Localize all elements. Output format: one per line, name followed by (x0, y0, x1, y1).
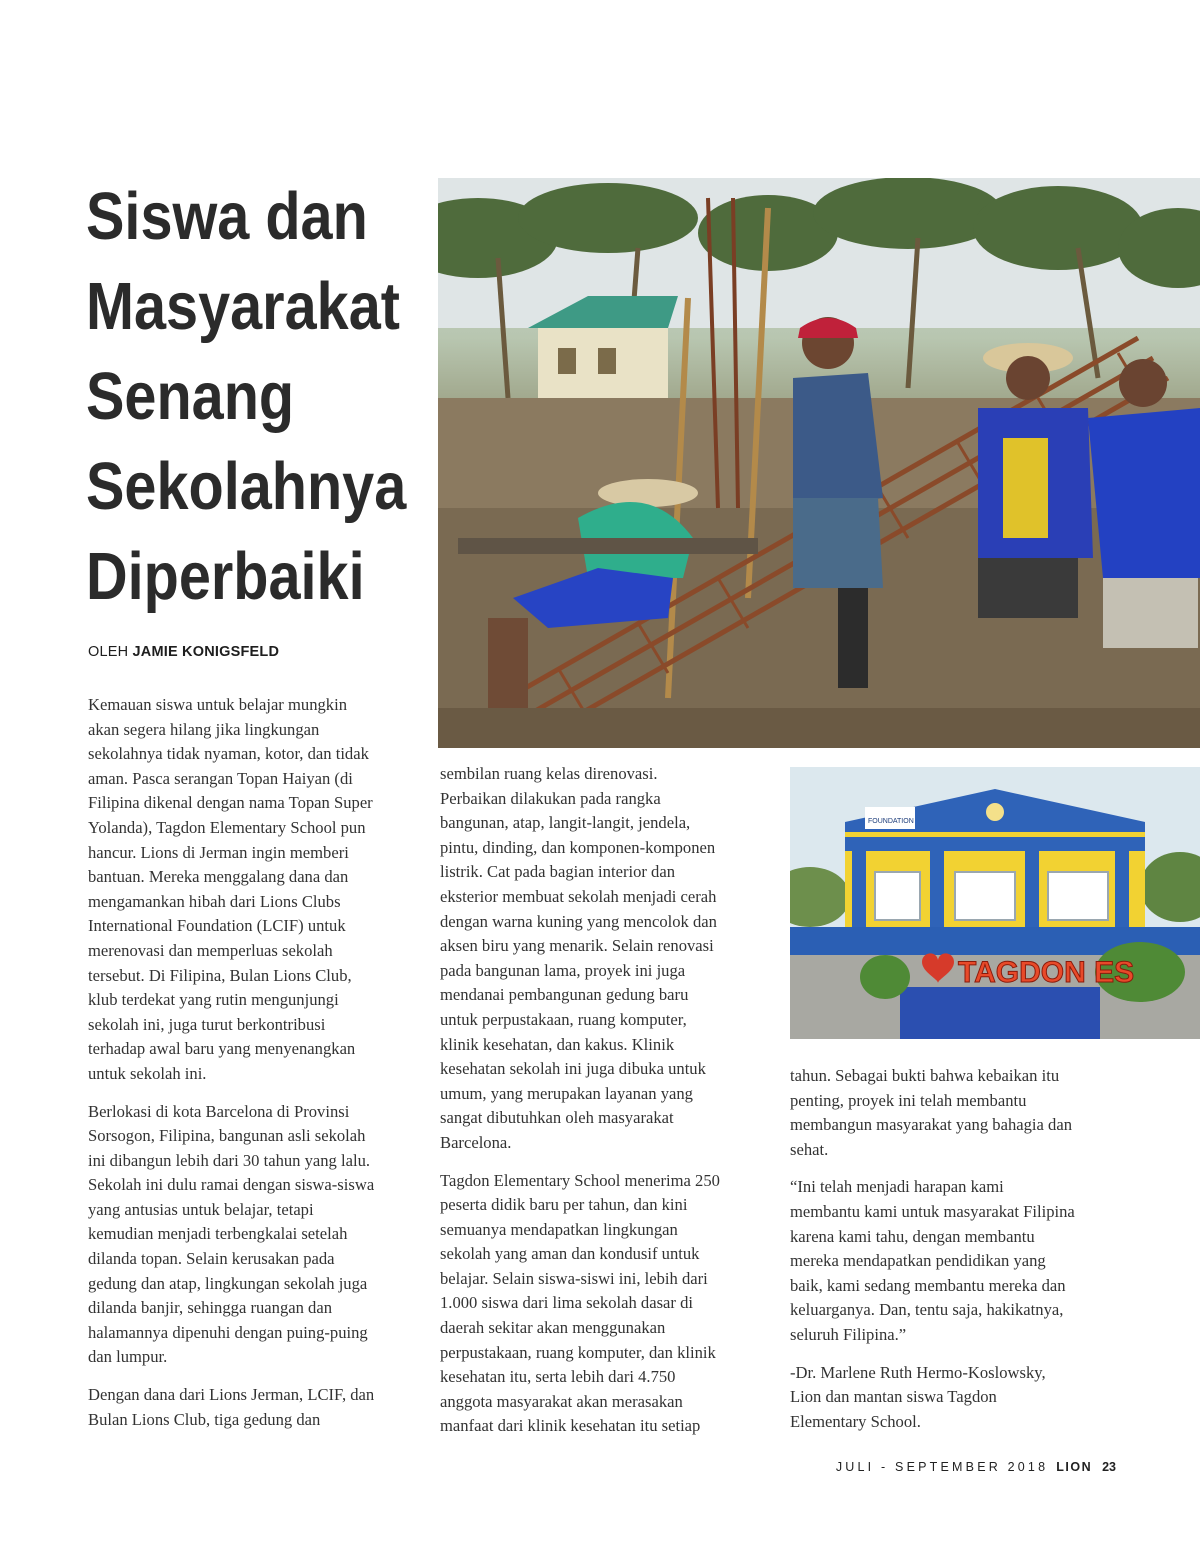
title-line-1: Siswa dan (86, 179, 368, 254)
magazine-name: LION (1056, 1460, 1093, 1474)
tagdon-sign-text: TAGDON ES (958, 956, 1135, 989)
issue-date: JULI - SEPTEMBER 2018 (835, 1460, 1049, 1474)
construction-photo (438, 178, 1200, 748)
quote-attribution: -Dr. Marlene Ruth Hermo-Koslowsky, Lion dan mantan siswa Tagdon Elementary School. (790, 1362, 1046, 1431)
school-building-photo (790, 767, 1200, 1039)
title-line-4: Sekolahnya (86, 449, 407, 524)
quote-paragraph: “Ini telah menjadi harapan kami membantu kami untuk masyarakat Filipina karena kami tahu, dengan membantu mereka mendapatkan pendidikan yang baik, kami sedang membantu mereka dan keluarganya. Dan, tentu saja, hakikatnya, seluruh Filipina.” (790, 1177, 1075, 1344)
page-footer (836, 1460, 1116, 1474)
paragraph: Berlokasi di kota Barcelona di Provinsi Sorsogon, Filipina, bangunan asli sekolah ini dibangun lebih dari 30 tahun yang lalu. Sekolah ini dulu ramai dengan siswa-siswa yang antusias untuk belajar, tetapi kemudian menjadi terbengkalai setelah dilanda topan. Selain kerusakan pada gedung dan atap, lingkungan sekolah juga dilanda banjir, sehingga ruangan dan halamannya dipenuhi dengan puing-puing dan lumpur. (88, 1101, 375, 1367)
article-column-2 (440, 762, 770, 1452)
page-number: 23 (1102, 1460, 1116, 1474)
byline (88, 644, 279, 660)
paragraph: sembilan ruang kelas direnovasi. Perbaikan dilakukan pada rangka bangunan, atap, langit-langit, jendela, pintu, dinding, dan komponen-komponen listrik. Cat pada bagian interior dan eksterior membuat sekolah menjadi cerah dengan warna kuning yang mencolok dan aksen biru yang menarik. Selain renovasi pada bangunan lama, proyek ini juga mendanai pembangunan gedung baru untuk perpustakaan, ruang komputer, klinik kesehatan, dan kakus. Klinik kesehatan sekolah ini juga dibuka untuk umum, yang merupakan layanan yang sangat dibutuhkan oleh masyarakat Barcelona. (440, 764, 717, 1152)
byline-prefix: OLEH (88, 644, 133, 660)
foundation-banner-text: FOUNDATION (868, 818, 914, 825)
article-column-1 (88, 693, 418, 1445)
byline-author: JAMIE KONIGSFELD (132, 644, 280, 660)
article-column-3 (790, 1064, 1120, 1447)
paragraph: Kemauan siswa untuk belajar mungkin akan segera hilang jika lingkungan sekolahnya tidak nyaman, kotor, dan tidak aman. Pasca serangan Topan Haiyan (di Filipina dikenal dengan nama Topan Super Yolanda), Tagdon Elementary School pun hancur. Lions di Jerman ingin memberi bantuan. Mereka menggalang dana dan mengamankan hibah dari Lions Clubs International Foundation (LCIF) untuk merenovasi dan memperluas sekolah tersebut. Di Filipina, Bulan Lions Club, klub terdekat yang rutin mengunjungi sekolah ini, juga turut berkontribusi terhadap awal baru yang menyenangkan untuk sekolah ini. (88, 695, 373, 1083)
paragraph: tahun. Sebagai bukti bahwa kebaikan itu penting, proyek ini telah membantu membangun masyarakat yang bahagia dan sehat. (790, 1066, 1072, 1159)
title-line-2: Masyarakat (86, 269, 400, 344)
paragraph: Dengan dana dari Lions Jerman, LCIF, dan Bulan Lions Club, tiga gedung dan (88, 1385, 375, 1429)
title-line-5: Diperbaiki (86, 539, 365, 614)
title-line-3: Senang (86, 359, 295, 434)
article-title (86, 172, 407, 622)
paragraph: Tagdon Elementary School menerima 250 peserta didik baru per tahun, dan kini semuanya mendapatkan lingkungan sekolah yang aman dan kondusif untuk belajar. Selain siswa-siswi ini, lebih dari 1.000 siswa dari lima sekolah dasar di daerah sekitar akan menggunakan perpustakaan, ruang komputer, dan klinik kesehatan itu, serta lebih dari 4.750 anggota masyarakat akan merasakan manfaat dari klinik kesehatan itu setiap (440, 1170, 720, 1436)
